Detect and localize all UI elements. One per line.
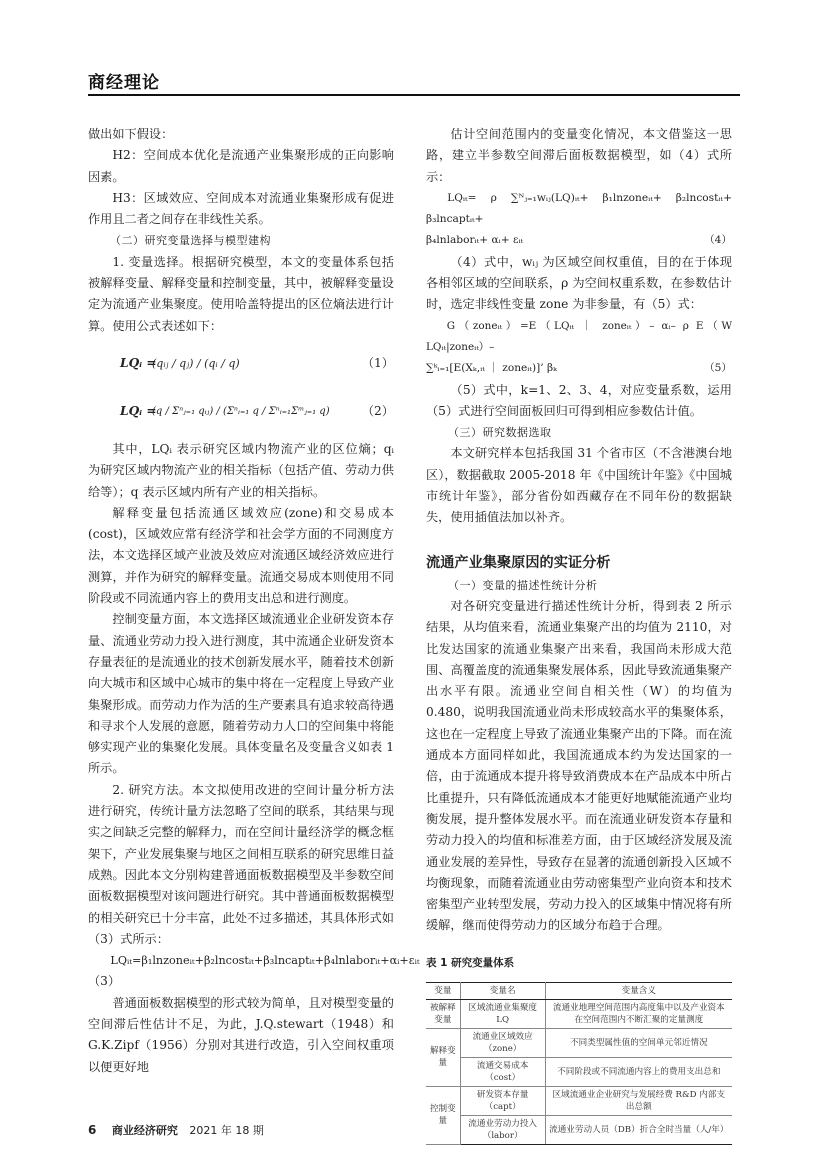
table-cell: 研发资本存量（capt） xyxy=(460,1086,545,1115)
equation-4-line2 xyxy=(426,230,732,251)
equation-rhs: (qᵢⱼ / qⱼ) / (qᵢ / q) xyxy=(152,356,240,370)
right-column xyxy=(426,124,732,1145)
equation-number: （1） xyxy=(361,355,394,370)
paragraph: （5）式中，k=1、2、3、4，对应变量系数，运用（5）式进行空间面板回归可得到相应参数估计值。 xyxy=(426,382,732,418)
paragraph: 本文研究样本包括我国 31 个省市区（不含港澳台地区），数据截取 2005-2018 年《中国统计年鉴》《中国城市统计年鉴》，部分省份如西藏存在不同年份的数据缺失，使用插值法加以补齐。 xyxy=(426,446,732,525)
subsection-heading: （二）研究变量选择与模型建构 xyxy=(110,234,271,248)
issue-label: 2021 年 18 期 xyxy=(189,1124,264,1137)
equation-text: β₄lnlaborᵢₜ+ αᵢ+ εᵢₜ xyxy=(426,234,524,247)
table-row xyxy=(426,999,732,1028)
column-header: 变量名 xyxy=(460,982,545,999)
equation-5-line1: G（zoneᵢₜ）=E（LQᵢₜ ｜ zoneᵢₜ）– αᵢ– ρ E（W LQᵢₜ|zoneᵢₜ）– xyxy=(426,319,732,353)
page-number: 6 xyxy=(88,1123,97,1137)
variable-table xyxy=(426,982,732,1145)
equation-number: （4） xyxy=(704,234,732,247)
hypothesis-h2: H2：空间成本优化是流通产业集聚形成的正向影响因素。 xyxy=(88,148,394,184)
journal-column-title: 商经理论 xyxy=(88,73,160,93)
paragraph: （4）式中，wᵢⱼ 为区域空间权重值，目的在于体现各相邻区域的空间联系，ρ 为空间权重系数，在参数估计时，选定非线性变量 zone 为非参量，有（5）式： xyxy=(426,254,732,312)
table-cell: 区域流通业企业研究与发展经费 R&D 内部支出总额 xyxy=(545,1086,732,1115)
table-cell: 流通业区域效应（zone） xyxy=(460,1028,545,1057)
paragraph: 其中，LQᵢ 表示研究区域内物流产业的区位熵；qᵢ 为研究区域内物流产业的相关指标（包括产值、劳动力供给等）；q 表示区域内所有产业的相关指标。 xyxy=(88,441,394,499)
section-heading: 流通产业集聚原因的实证分析 xyxy=(426,554,611,571)
column-header: 变量含义 xyxy=(545,982,732,999)
equation-number: （3） xyxy=(88,974,121,989)
equation-text: ∑ᵏᵢ₌₁[E(Xₖ,ᵢₜ ｜ zoneᵢₜ)]’ βₖ xyxy=(426,362,558,375)
equation-number: （5） xyxy=(704,362,732,375)
table-header-row xyxy=(426,982,732,999)
equation-2 xyxy=(88,385,394,439)
table-cell: 流通业地理空间范围内高度集中以及产业资本在空间范围内不断汇聚的定量测度 xyxy=(545,999,732,1028)
paragraph: 普通面板数据模型的形式较为简单，且对模型变量的空间滞后性估计不足，为此，J.Q.stewart（1948）和 G.K.Zipf（1956）分别对其进行改造，引入空间权重项以便更好地 xyxy=(88,995,394,1074)
table-row xyxy=(426,1086,732,1115)
table-row xyxy=(426,1057,732,1086)
paragraph: 1. 变量选择。根据研究模型，本文的变量体系包括被解释变量、解释变量和控制变量，其中，被解释变量设定为流通产业集聚度。使用哈盖特提出的区位熵法进行计算。使用公式表述如下： xyxy=(88,254,394,333)
equation-4-line1: LQᵢₜ= ρ ∑ᴺⱼ₌₁wᵢⱼ(LQ)ᵢₜ+ β₁lnzoneᵢₜ+ β₂lncostᵢₜ+ β₃lncaptᵢₜ+ xyxy=(426,191,732,226)
table-title: 表 1 研究变量体系 xyxy=(426,956,515,969)
column-header: 变量 xyxy=(426,982,460,999)
page-footer xyxy=(88,1122,264,1138)
header-rule xyxy=(88,94,740,96)
journal-name: 商业经济研究 xyxy=(111,1124,178,1137)
paragraph: 2. 研究方法。本文拟使用改进的空间计量分析方法进行研究，传统计量方法忽略了空间的联系，其结果与现实之间缺乏完整的解释力，而在空间计量经济学的概念框架下，产业发展集聚与地区之间相互联系的研究思维日益成熟。因此本文分别构建普通面板数据模型及半参数空间面板数据模型对该问题进行研究。其中普通面板数据模型的相关研究已十分丰富，此处不过多描述，其具体形式如（3）式所示： xyxy=(88,782,394,946)
table-cell: 控制变量 xyxy=(426,1086,460,1144)
table-cell: 不同阶段或不同流通内容上的费用支出总和 xyxy=(545,1057,732,1086)
paragraph: 解释变量包括流通区域效应(zone)和交易成本(cost)，区域效应常有经济学和社会学方面的不同测度方法，本文选择区域产业波及效应对流通区域经济效应进行测算，并作为研究的解释变量。流通交易成本则使用不同阶段或不同流通内容上的费用支出总和进行测度。 xyxy=(88,505,394,606)
table-cell: 被解释变量 xyxy=(426,999,460,1028)
paragraph: 对各研究变量进行描述性统计分析，得到表 2 所示结果，从均值来看，流通业集聚产出的均值为 2110，对比发达国家的流通业集聚产出来看，我国尚未形成大范围、高覆盖度的流通集聚发展体系，因此导致流通集聚产出水平有限。流通业空间自相关性（W）的均值为 0.480，说明我国流通业尚未形成较高水平的集聚体系，这也在一定程度上导致了流通业集聚产出的下降。而在流通成本方面同样如此，我国流通成本约为发达国家的一倍，由于流通成本提升将导致消费成本在产品成本中所占比重提升，只有降低流通成本才能更好地赋能流通产业均衡发展，提升整体发展水平。而在流通业研发资本存量和劳动力投入的均值和标准差方面，由于区域经济发展及流通业发展的差异性，导致存在显著的流通创新投入区域不均衡现象，而随着流通业由劳动密集型产业向资本和技术密集型产业转型发展，劳动力投入的区域集中情况将有所缓解，继而使得劳动力的区域分布趋于合理。 xyxy=(426,598,732,933)
paragraph: 控制变量方面，本文选择区域流通业企业研发资本存量、流通业劳动力投入进行测度，其中流通企业研发资本存量表征的是流通业的技术创新发展水平，随着技术创新向大城市和区域中心城市的集中将在一定程度上导致产业集聚形成。而劳动力作为活的生产要素具有追求较高待遇和寻求个人发展的意愿，随着劳动力人口的空间集中将能够实现产业的集聚化发展。具体变量名及变量含义如表 1 所示。 xyxy=(88,612,394,776)
table-row xyxy=(426,1115,732,1144)
paragraph: 做出如下假设： xyxy=(88,127,174,141)
equation-3: LQᵢₜ=β₁lnzoneᵢₜ+β₂lncostᵢₜ+β₃lncaptᵢₜ+β₄lnlaborᵢₜ+αᵢ+εᵢₜ xyxy=(110,954,420,968)
subsection-heading: （一）变量的描述性统计分析 xyxy=(448,578,598,592)
paragraph: 估计空间范围内的变量变化情况，本文借鉴这一思路，建立半参数空间滞后面板数据模型，如（4）式所示： xyxy=(426,127,732,184)
table-cell: 流通业劳动力投入（labor） xyxy=(460,1115,545,1144)
equation-1 xyxy=(88,341,394,385)
left-column xyxy=(88,124,420,1078)
table-cell: 流通业劳动人员（DB）折合全时当量（人/年） xyxy=(545,1115,732,1144)
equation-rhs: (q / Σⁿⱼ₌₁ qᵢⱼ) / (Σⁿᵢ₌₁ q / Σⁿᵢ₌₁Σᵐⱼ₌₁ q) xyxy=(152,405,330,417)
table-cell: 流通交易成本（cost） xyxy=(460,1057,545,1086)
equation-5-line2 xyxy=(426,358,732,379)
table-cell: 不同类型属性值的空间单元邻近情况 xyxy=(545,1028,732,1057)
subsection-heading: （三）研究数据选取 xyxy=(448,426,552,440)
table-cell: 区域流通业集聚度 LQ xyxy=(460,999,545,1028)
equation-lhs: LQᵢ = xyxy=(120,403,157,418)
table-cell: 解释变量 xyxy=(426,1028,460,1086)
equation-number: （2） xyxy=(361,403,394,418)
table-row xyxy=(426,1028,732,1057)
hypothesis-h3: H3：区域效应、空间成本对流通业集聚形成有促进作用且二者之间存在非线性关系。 xyxy=(88,190,394,227)
equation-lhs: LQᵢ = xyxy=(120,355,157,370)
